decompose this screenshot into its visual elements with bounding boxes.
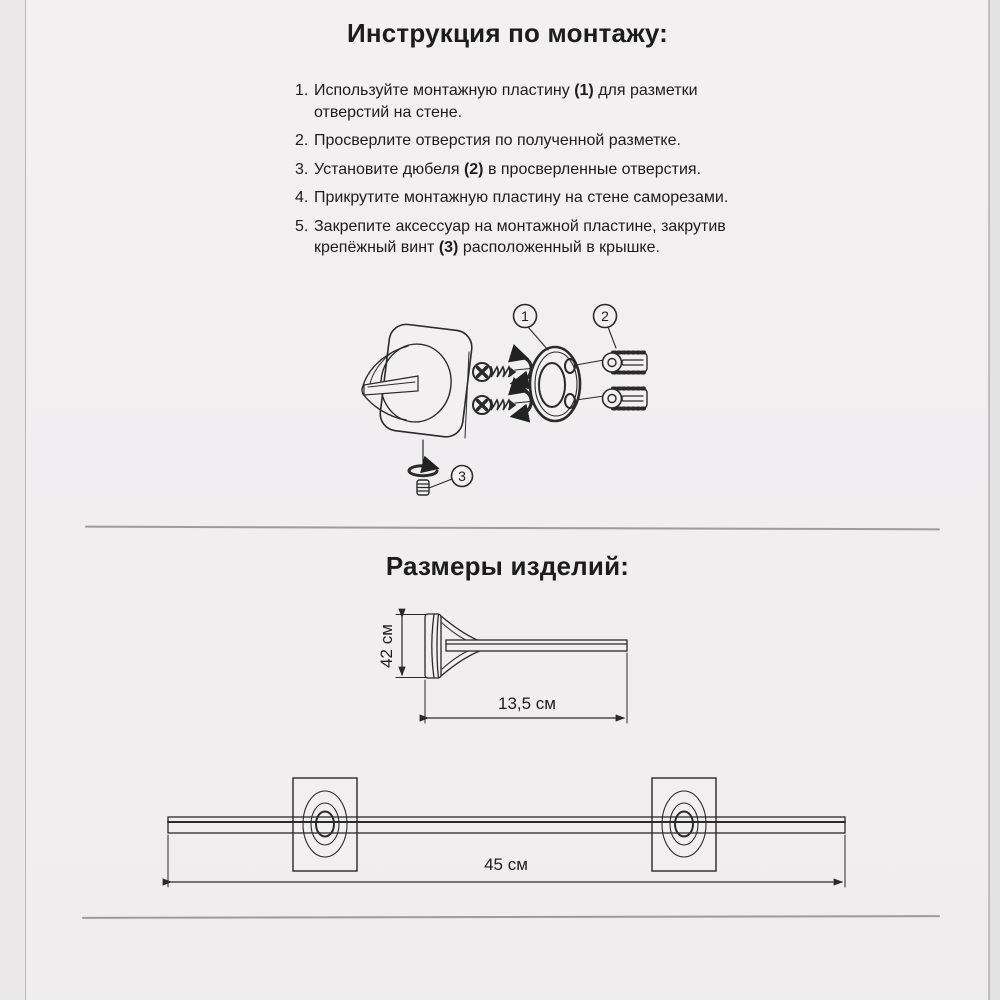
part-ref: (2) xyxy=(463,160,484,178)
step-number: 2. xyxy=(295,132,309,149)
instruction-step-5 xyxy=(295,216,735,259)
step-number: 3. xyxy=(295,160,309,178)
part-ref: (1) xyxy=(574,82,594,99)
part-ref: (3) xyxy=(438,239,459,256)
instruction-step-3 xyxy=(295,159,735,181)
callout-number: 3 xyxy=(458,467,466,484)
exploded-mounting-diagram xyxy=(360,290,680,510)
height-dimension xyxy=(377,615,427,678)
mounting-plate-drawing xyxy=(530,347,580,421)
step-text: Установите дюбеля (2) в просверленные отверстия. xyxy=(314,160,702,178)
mount-square-right xyxy=(652,778,716,871)
mount-square-left xyxy=(293,778,357,871)
dowel-icon xyxy=(603,352,648,373)
callout-1 xyxy=(514,305,537,328)
photo-background-left xyxy=(0,0,25,1000)
screw-icon xyxy=(473,396,515,414)
shelf-bar-profile-drawing xyxy=(446,640,627,651)
width-dimension xyxy=(168,835,845,887)
dowel-icon xyxy=(603,388,648,409)
callout-number: 1 xyxy=(521,307,529,324)
step-number: 5. xyxy=(295,217,309,235)
paper-left-edge xyxy=(25,0,26,1000)
width-dimension-label: 45 см xyxy=(484,855,528,874)
depth-dimension xyxy=(425,653,627,723)
mounting-screws-drawing xyxy=(473,356,531,415)
step-number: 4. xyxy=(295,189,309,206)
front-view-dimension-drawing xyxy=(150,765,860,895)
callout-number: 2 xyxy=(601,307,609,324)
height-dimension-label: 42 см xyxy=(377,624,396,668)
wall-bracket-drawing xyxy=(362,322,474,438)
dimensions-title: Размеры изделий: xyxy=(385,551,630,581)
callout-3 xyxy=(452,466,473,487)
step-text: Используйте монтажную пластину (1) для разметки отверстий на стене. xyxy=(314,82,698,121)
step-text: Просверлите отверстия по полученной разметке. xyxy=(314,132,681,149)
shelf-bar-front-drawing xyxy=(168,817,845,833)
page-title: Инструкция по монтажу: xyxy=(346,18,669,48)
depth-dimension-label: 13,5 см xyxy=(498,694,556,713)
instruction-step-2 xyxy=(295,130,735,152)
step-text: Прикрутите монтажную пластину на стене саморезами. xyxy=(314,189,729,206)
callout-2 xyxy=(594,305,617,328)
instruction-step-4 xyxy=(295,187,735,209)
screw-icon xyxy=(473,363,515,381)
step-number: 1. xyxy=(295,82,309,99)
side-view-dimension-drawing xyxy=(377,600,820,740)
photo-background-right xyxy=(990,0,1000,1000)
step-text: Закрепите аксессуар на монтажной пластине, закрутив крепёжный винт (3) расположенный в крышке. xyxy=(314,217,726,256)
instruction-step-1 xyxy=(295,80,735,123)
paper-right-edge xyxy=(988,0,990,1000)
wall-dowels-drawing xyxy=(603,352,648,409)
instruction-steps xyxy=(295,80,735,266)
